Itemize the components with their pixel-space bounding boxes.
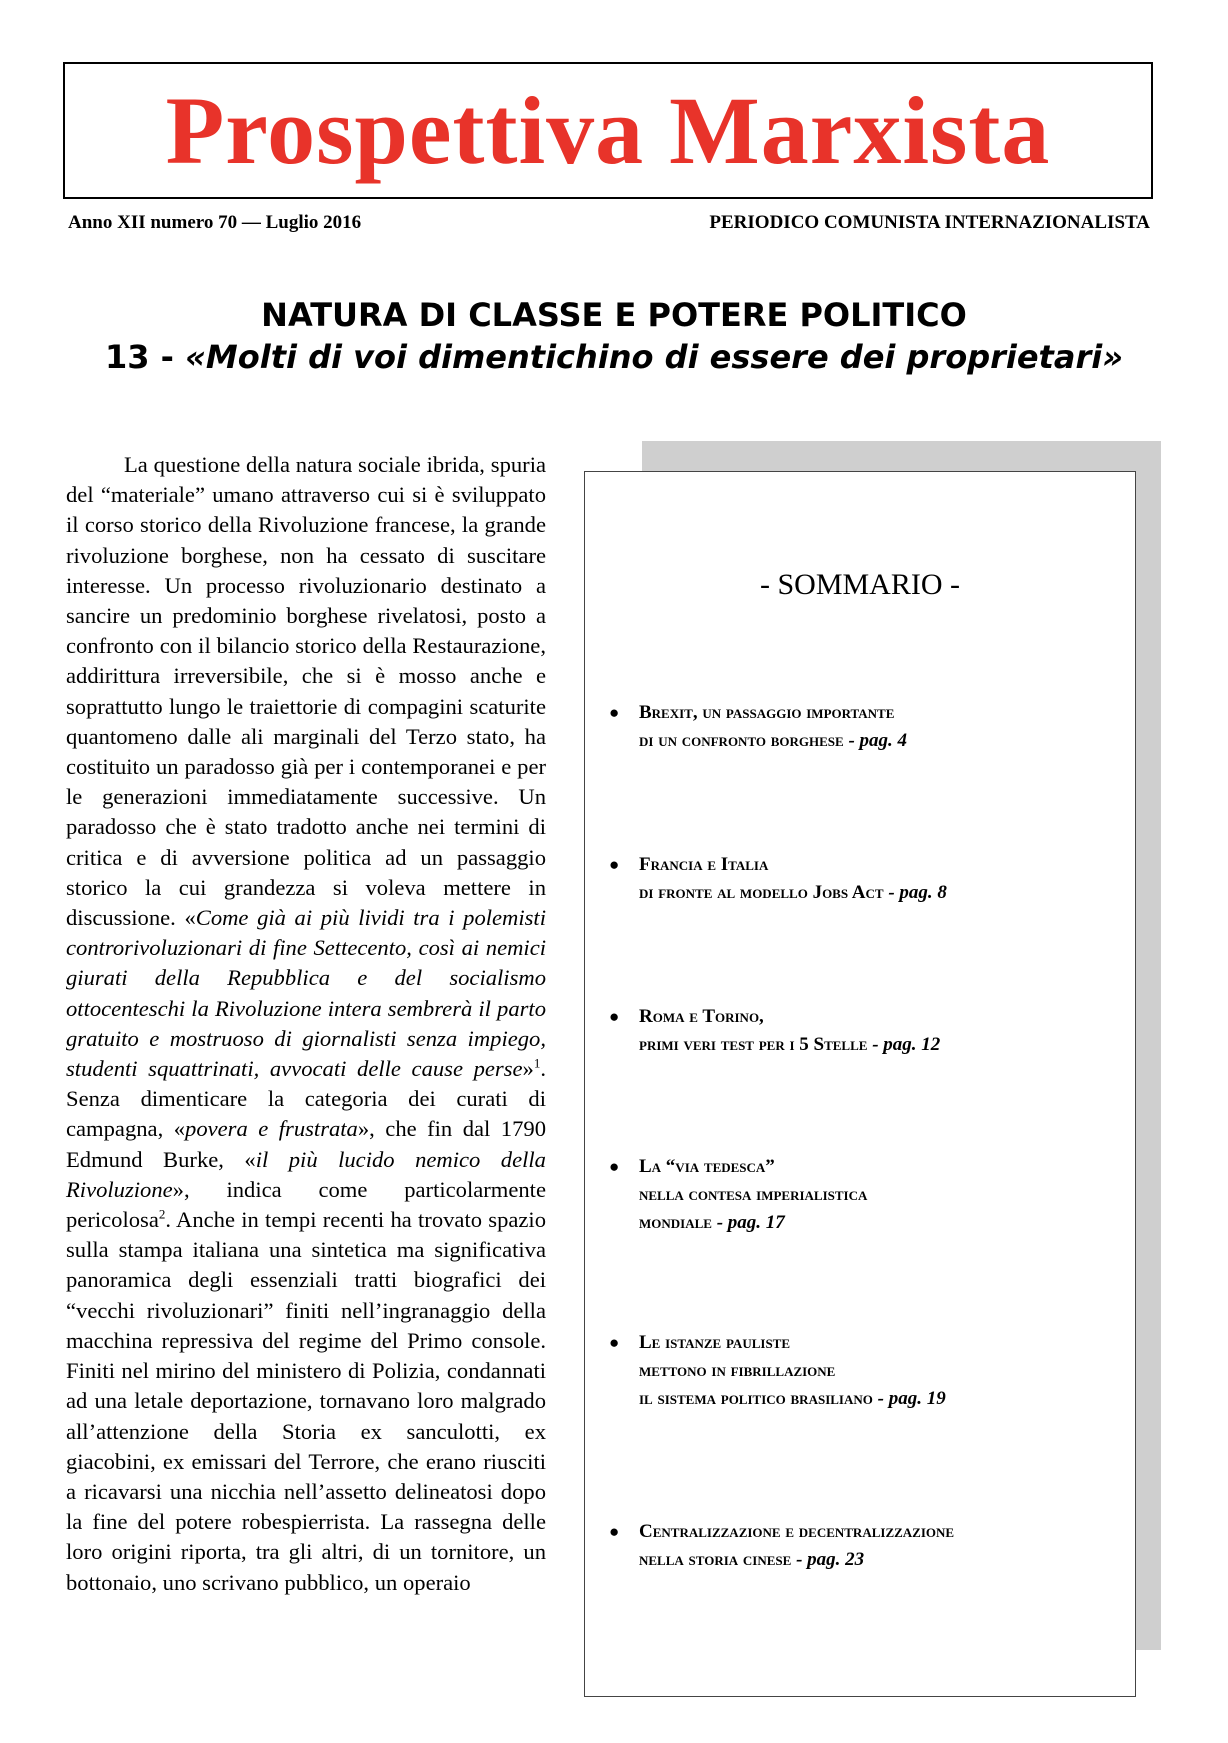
- toc-line: [639, 1209, 1129, 1237]
- toc-line: [639, 1546, 1129, 1574]
- article-text: . Senza dimenticare la categoria dei curati di campagna, «: [66, 1056, 546, 1142]
- toc-line: La “via tedesca”: [639, 1156, 775, 1177]
- toc-page: - pag. 19: [872, 1388, 946, 1409]
- bullet-icon: ●: [609, 855, 620, 874]
- toc-line: [639, 727, 1129, 755]
- article-quote: Come già ai più lividi tra i polemisti controrivoluzionari di fine Settecento, così ai nemici giurati della Repubblica e del socialismo ottocenteschi la Rivoluzione intera sembrerà il parto gratuito e mostruoso di giornalisti senza impiego, studenti squattrinati, avvocati delle cause perse: [66, 905, 546, 1082]
- issue-info: Anno XII numero 70 — Luglio 2016: [68, 212, 362, 233]
- toc-line-text: di fronte al modello Jobs Act: [639, 882, 884, 903]
- toc-page: - pag. 23: [791, 1549, 865, 1570]
- toc-line: Brexit, un passaggio importante: [639, 702, 895, 723]
- toc-line: Centralizzazione e decentralizzazione: [639, 1521, 955, 1542]
- footnote-marker: 1: [533, 1055, 541, 1071]
- article-quote: povera e frustrata: [185, 1116, 358, 1142]
- masthead-box: [63, 62, 1153, 199]
- bullet-icon: ●: [609, 1157, 620, 1176]
- toc-item[interactable]: [609, 1003, 1129, 1059]
- toc-line: Le istanze pauliste: [639, 1332, 791, 1353]
- article-text: », che fin dal 1790 Edmund Burke, «: [66, 1116, 546, 1172]
- toc-page: - pag. 4: [843, 730, 908, 751]
- masthead-title: Prospettiva Marxista: [165, 76, 1051, 184]
- headline-quote: «Molti di voi dimentichino di essere dei proprietari»: [185, 338, 1123, 376]
- toc-line: nella contesa imperialistica: [639, 1184, 868, 1205]
- article-paragraph: [66, 450, 546, 1598]
- toc-line: [639, 1385, 1129, 1413]
- article-text: », indica come particolarmente pericolosa: [66, 1176, 546, 1233]
- sommario-title: - SOMMARIO -: [759, 568, 960, 601]
- toc-item[interactable]: [609, 699, 1129, 755]
- bullet-icon: ●: [609, 1007, 620, 1026]
- toc-line-text: il sistema politico brasiliano: [639, 1388, 873, 1409]
- toc-page: - pag. 8: [883, 882, 947, 903]
- toc-line-text: mondiale: [639, 1212, 712, 1233]
- article-text: . Anche in tempi recenti ha trovato spazio sulla stampa italiana una sintetica ma significativa panoramica degli essenziali tratti biografici dei “vecchi rivoluzionari” finiti nell’ingranaggio della macchina repressiva del regime del Primo console. Finiti nel mirino del ministero di Polizia, condannati ad una letale deportazione, tornavano loro malgrado all’attenzione della Storia ex sanculotti, ex giacobini, ex emissari del Terrore, che erano riusciti a ricavarsi una nicchia nell’assetto delineatosi dopo la fine del potere robespierrista. La rassegna delle loro origini riporta, tra gli altri, di un tornitore, un bottonaio, uno scrivano pubblico, un operaio: [66, 1207, 546, 1595]
- article-quote: il più lucido nemico della Rivoluzione: [66, 1146, 546, 1202]
- footnote-marker: 2: [158, 1206, 166, 1222]
- headline-subtitle: [0, 338, 1228, 376]
- article-text: »: [522, 1056, 534, 1082]
- toc-line: Roma e Torino,: [639, 1006, 764, 1027]
- toc-line: mettono in fibrillazione: [639, 1360, 836, 1381]
- bullet-icon: ●: [609, 1333, 620, 1352]
- toc-item[interactable]: [609, 851, 1129, 907]
- headline-title: NATURA DI CLASSE E POTERE POLITICO: [261, 296, 967, 334]
- tagline: PERIODICO COMUNISTA INTERNAZIONALISTA: [709, 212, 1150, 233]
- article-text: La questione della natura sociale ibrida, spuria del “materiale” umano attraverso cui si è sviluppato il corso storico della Rivoluzione francese, la grande rivoluzione borghese, non ha cessato di suscitare interesse. Un processo rivoluzionario destinato a sancire un predominio borghese rivelatosi, posto a confronto con il bilancio storico della Restaurazione, addirittura irreversibile, che si è mosso anche e soprattutto lungo le traiettorie di compagini scaturite quantomeno dalle ali marginali del Terzo stato, ha costituito un paradosso già per i contemporanei e per le generazioni immediatamente successive. Un paradosso che è stato tradotto anche nei termini di critica e di avversione politica ad un passaggio storico la cui grandezza si voleva mettere in discussione. «: [66, 452, 546, 931]
- toc-item[interactable]: [609, 1329, 1129, 1413]
- bullet-icon: ●: [609, 703, 620, 722]
- sommario-box: [584, 471, 1136, 1697]
- article-column: [66, 450, 546, 1598]
- toc-line: [639, 1031, 1129, 1059]
- bullet-icon: ●: [609, 1522, 620, 1541]
- toc-page: - pag. 12: [867, 1034, 941, 1055]
- toc-page: - pag. 17: [711, 1212, 785, 1233]
- toc-item[interactable]: [609, 1518, 1129, 1574]
- toc-item[interactable]: [609, 1153, 1129, 1237]
- toc-line-text: nella storia cinese: [639, 1549, 792, 1570]
- headline-number: 13 -: [105, 338, 186, 376]
- toc-line: Francia e Italia: [639, 854, 769, 875]
- toc-line-text: di un confronto borghese: [639, 730, 844, 751]
- toc-line: [639, 879, 1129, 907]
- toc-line-text: primi veri test per i 5 Stelle: [639, 1034, 868, 1055]
